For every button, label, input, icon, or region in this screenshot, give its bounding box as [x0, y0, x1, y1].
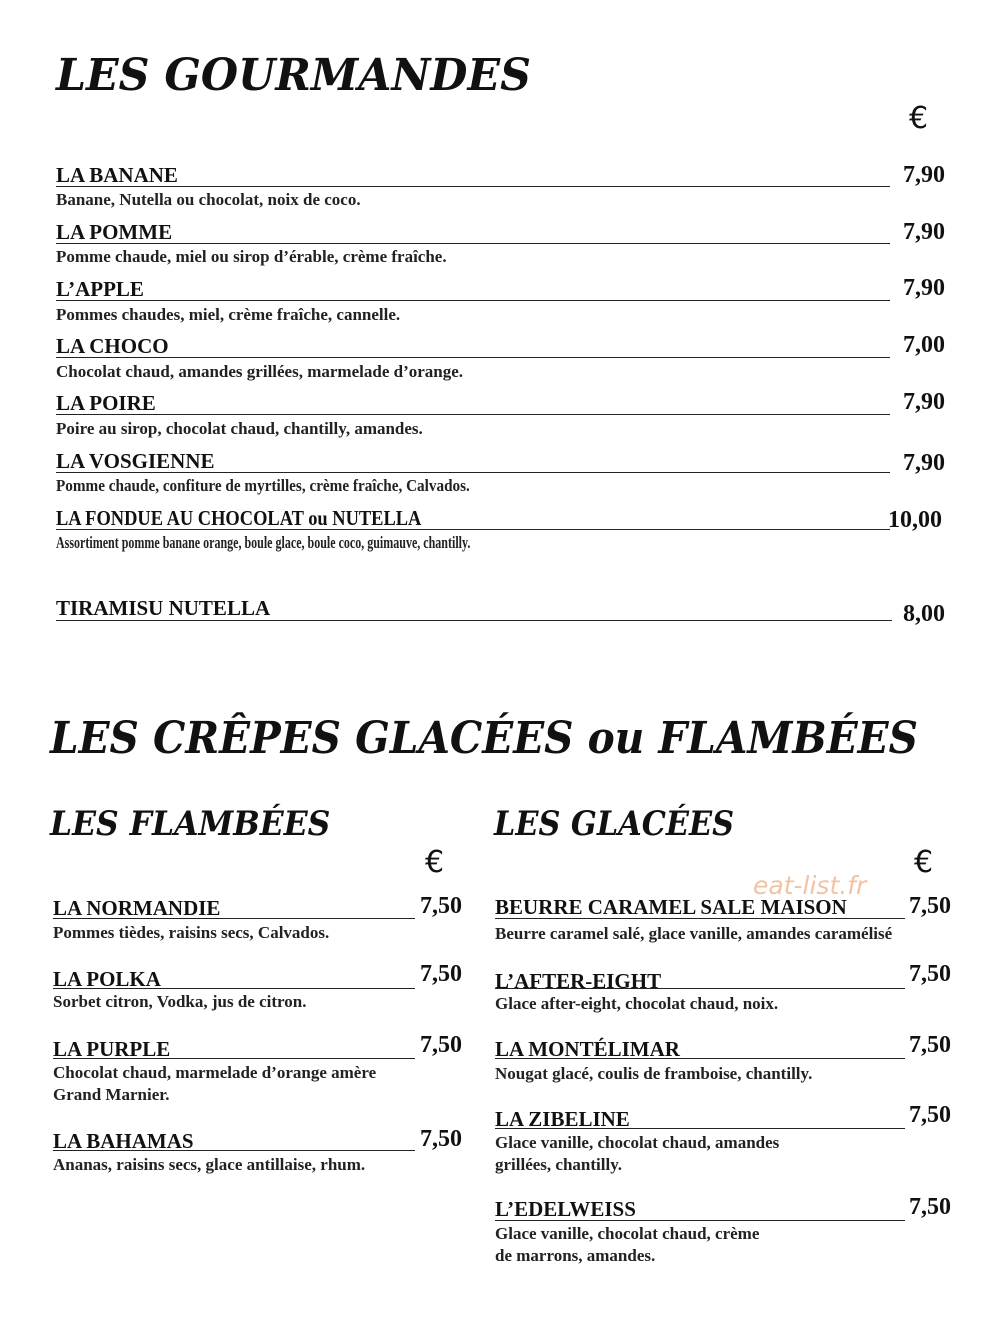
item-price: 7,50	[909, 961, 951, 987]
item-name: LA PURPLE	[53, 1037, 171, 1061]
item-description: Pommes tièdes, raisins secs, Calvados.	[53, 923, 330, 942]
item-price: 7,50	[420, 1032, 462, 1058]
item-name: L’AFTER-EIGHT	[495, 969, 662, 993]
item-description: Banane, Nutella ou chocolat, noix de coco.	[56, 190, 361, 209]
item-description: Nougat glacé, coulis de framboise, chantilly.	[495, 1064, 813, 1083]
item-rule	[53, 918, 415, 919]
item-rule	[53, 988, 415, 989]
item-description: Chocolat chaud, marmelade d’orange amère	[53, 1063, 377, 1082]
watermark-logo: eat-list.fr	[753, 871, 867, 900]
item-price: 7,50	[909, 1194, 951, 1220]
item-name: LA BANANE	[56, 163, 178, 187]
item-price: 7,90	[903, 219, 945, 245]
item-rule	[56, 529, 890, 530]
item-price: 7,90	[903, 389, 945, 415]
item-name: LA POLKA	[53, 967, 161, 991]
item-name: LA NORMANDIE	[53, 896, 221, 920]
item-rule	[495, 1058, 905, 1059]
item-rule	[495, 1128, 905, 1129]
item-description: Glace vanille, chocolat chaud, amandes	[495, 1133, 780, 1152]
item-rule	[53, 1150, 415, 1151]
euro-currency-header: €	[425, 845, 445, 880]
item-price: 7,50	[909, 1102, 951, 1128]
item-description: grillées, chantilly.	[495, 1155, 623, 1174]
item-rule	[56, 472, 890, 473]
section-title-gourmandes: LES GOURMANDES	[56, 50, 531, 101]
item-description: Beurre caramel salé, glace vanille, amandes caramélisé	[495, 924, 893, 943]
item-price: 8,00	[903, 601, 945, 627]
item-rule	[53, 1058, 415, 1059]
item-name: LA CHOCO	[56, 334, 169, 358]
item-name: LA ZIBELINE	[495, 1107, 630, 1131]
item-price: 7,90	[903, 162, 945, 188]
subsection-title-glacees: LES GLACÉES	[494, 804, 734, 844]
item-price: 7,50	[420, 961, 462, 987]
item-rule	[56, 357, 890, 358]
subsection-title-flambees: LES FLAMBÉES	[50, 804, 331, 844]
item-name: LA VOSGIENNE	[56, 449, 215, 473]
item-rule	[56, 414, 890, 415]
item-description: Assortiment pomme banane orange, boule glace, boule coco, guimauve, chantilly.	[56, 533, 471, 552]
item-description: de marrons, amandes.	[495, 1246, 656, 1265]
item-name: L’EDELWEISS	[495, 1197, 636, 1221]
item-rule	[56, 186, 890, 187]
item-description: Glace vanille, chocolat chaud, crème	[495, 1224, 760, 1243]
item-name: TIRAMISU NUTELLA	[56, 596, 271, 620]
item-rule	[495, 1220, 905, 1221]
item-description: Poire au sirop, chocolat chaud, chantilly, amandes.	[56, 419, 423, 438]
item-rule	[56, 300, 890, 301]
item-name: BEURRE CARAMEL SALE MAISON	[495, 895, 847, 919]
section-title-crepes: LES CRÊPES GLACÉES ou FLAMBÉES	[50, 713, 918, 764]
item-description: Ananas, raisins secs, glace antillaise, rhum.	[53, 1155, 366, 1174]
euro-currency-header: €	[909, 101, 929, 136]
item-price: 7,50	[420, 893, 462, 919]
euro-currency-header: €	[914, 845, 934, 880]
item-rule	[56, 243, 890, 244]
item-price: 7,50	[909, 893, 951, 919]
item-price: 7,50	[909, 1032, 951, 1058]
item-name: LA FONDUE AU CHOCOLAT ou NUTELLA	[56, 506, 422, 530]
item-description: Glace after-eight, chocolat chaud, noix.	[495, 994, 779, 1013]
item-price: 10,00	[888, 507, 942, 533]
item-rule	[56, 620, 892, 621]
item-description: Pommes chaudes, miel, crème fraîche, cannelle.	[56, 305, 401, 324]
item-description: Pomme chaude, confiture de myrtilles, crème fraîche, Calvados.	[56, 476, 470, 495]
item-name: LA POIRE	[56, 391, 156, 415]
item-price: 7,00	[903, 332, 945, 358]
item-name: LA MONTÉLIMAR	[495, 1037, 680, 1061]
item-name: LA BAHAMAS	[53, 1129, 194, 1153]
item-description: Grand Marnier.	[53, 1085, 170, 1104]
item-name: LA POMME	[56, 220, 173, 244]
item-name: L’APPLE	[56, 277, 144, 301]
item-price: 7,90	[903, 275, 945, 301]
item-description: Pomme chaude, miel ou sirop d’érable, crème fraîche.	[56, 247, 447, 266]
item-rule	[495, 918, 905, 919]
item-price: 7,50	[420, 1126, 462, 1152]
item-description: Chocolat chaud, amandes grillées, marmelade d’orange.	[56, 362, 464, 381]
item-price: 7,90	[903, 450, 945, 476]
item-rule	[495, 988, 905, 989]
item-description: Sorbet citron, Vodka, jus de citron.	[53, 992, 307, 1011]
